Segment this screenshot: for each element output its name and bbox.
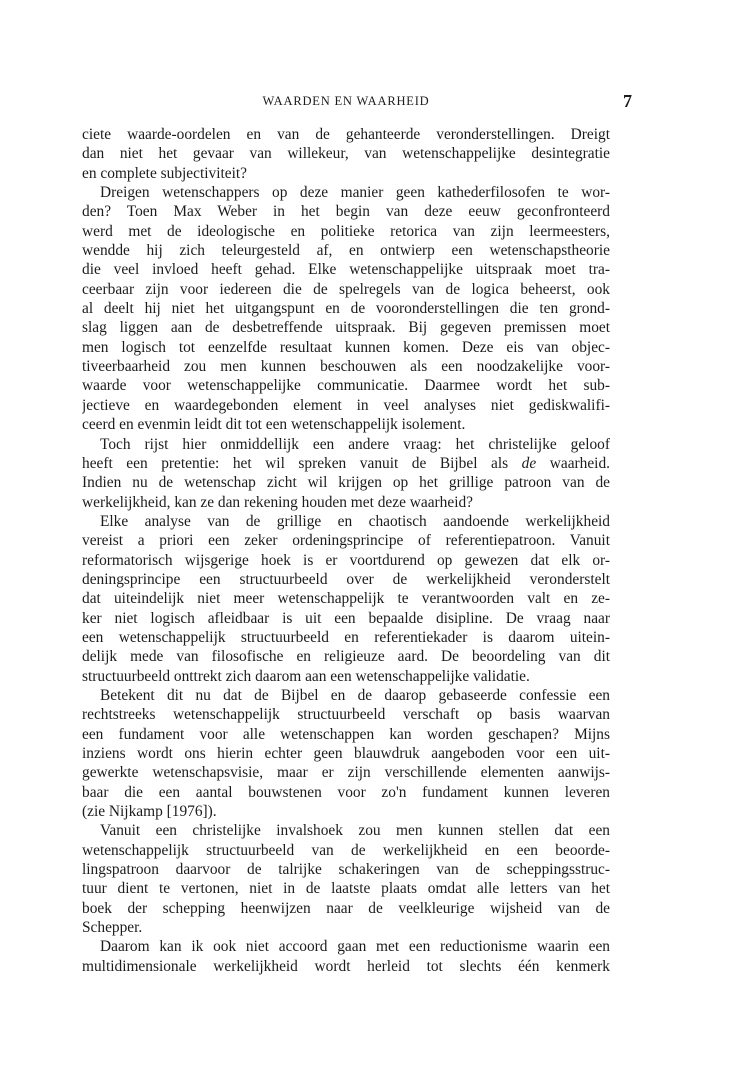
body-text bbox=[82, 125, 610, 976]
text-line: multidimensionale werkelijkheid wordt herleid tot slechts één kenmerk bbox=[82, 957, 610, 975]
text-line: ceerd en evenmin leidt dit tot een wetenschappelijk isolement. bbox=[82, 416, 466, 434]
text-line: een fundament voor alle wetenschappen kan worden geschapen? Mijns bbox=[82, 725, 610, 743]
text-line: tuur dient te vertonen, niet in de laatste plaats omdat alle letters van het bbox=[82, 880, 610, 898]
text-line: werkelijkheid, kan ze dan rekening houden met deze waarheid? bbox=[82, 493, 474, 511]
text-line: deningsprincipe een structuurbeeld over de werkelijkheid veronderstelt bbox=[82, 570, 610, 588]
text-line: gewerkte wetenschapsvisie, maar er zijn verschillende elementen aanwijs- bbox=[82, 764, 610, 782]
text-line: men logisch tot eenzelfde resultaat kunnen komen. Deze eis van objec- bbox=[82, 338, 610, 356]
text-line: ker niet logisch afleidbaar is uit een bepaalde disipline. De vraag naar bbox=[82, 609, 610, 627]
text-line: lingspatroon daarvoor de talrijke schakeringen van de scheppingsstruc- bbox=[82, 861, 610, 879]
text-line: ciete waarde-oordelen en van de gehanteerde veronderstellingen. Dreigt bbox=[82, 126, 610, 143]
text-line: Toch rijst hier onmiddellijk een andere vraag: het christelijke geloof bbox=[100, 435, 610, 453]
text-line: baar die een aantal bouwstenen voor zo'n fundament kunnen leveren bbox=[82, 783, 610, 801]
text-line: rechtstreeks wetenschappelijk structuurbeeld verschaft op basis waarvan bbox=[82, 706, 610, 724]
text-line: Schepper. bbox=[82, 919, 143, 937]
text-segment: heeft een pretentie: het wil spreken vanuit de Bijbel als bbox=[82, 454, 509, 472]
text-line: den? Toen Max Weber in het begin van deze eeuw geconfronteerd bbox=[82, 203, 610, 221]
text-line: slag liggen aan de desbetreffende uitspraak. Bij gegeven premissen moet bbox=[82, 319, 610, 337]
text-line: delijk mede van filosofische en religieuze aard. De beoordeling van dit bbox=[82, 648, 610, 666]
text-line: een wetenschappelijk structuurbeeld en referentiekader is daarom uitein- bbox=[82, 628, 610, 646]
text-segment: waarheid. bbox=[549, 454, 610, 472]
text-line: jectieve en waardegebonden element in veel analyses niet gediskwalifi- bbox=[82, 396, 610, 414]
text-line: boek der schepping heenwijzen naar de veelkleurige wijsheid van de bbox=[82, 899, 610, 917]
text-line: Elke analyse van de grillige en chaotisch aandoende werkelijkheid bbox=[100, 512, 610, 530]
running-title: WAARDEN EN WAARHEID bbox=[262, 94, 430, 108]
text-line: vereist a priori een zeker ordeningsprincipe of referentiepatroon. Vanuit bbox=[82, 532, 610, 550]
text-line: inziens wordt ons hierin echter geen blauwdruk aangeboden voor een uit- bbox=[82, 745, 610, 762]
emphasis-text: de bbox=[521, 454, 537, 472]
text-line: wendde hij zich teleurgesteld af, en ontwierp een wetenschapstheorie bbox=[82, 242, 610, 260]
text-line: dat uiteindelijk niet meer wetenschappelijk te verantwoorden valt en ze- bbox=[82, 590, 610, 608]
text-line: die veel invloed heeft gehad. Elke wetenschappelijke uitspraak moet tra- bbox=[82, 261, 610, 279]
text-line: Betekent dit nu dat de Bijbel en de daarop gebaseerde confessie een bbox=[100, 686, 610, 704]
text-line: en complete subjectiviteit? bbox=[82, 164, 247, 182]
text-line: Indien nu de wetenschap zicht wil krijgen op het grillige patroon van de bbox=[82, 474, 610, 492]
text-line: al deelt hij niet het uitgangspunt en de vooronderstellingen die ten grond- bbox=[82, 300, 610, 318]
text-line: (zie Nijkamp [1976]). bbox=[82, 803, 217, 821]
text-line: dan niet het gevaar van willekeur, van wetenschappelijke desintegratie bbox=[82, 145, 610, 163]
text-line: Dreigen wetenschappers op deze manier geen kathederfilosofen te wor- bbox=[100, 184, 610, 202]
page-number: 7 bbox=[623, 91, 632, 111]
text-line: structuurbeeld onttrekt zich daarom aan een wetenschappelijke validatie. bbox=[82, 667, 530, 685]
page-header bbox=[82, 91, 632, 114]
text-line: tiveerbaarheid zou men kunnen beschouwen als een noodzakelijke voor- bbox=[82, 358, 610, 376]
text-line bbox=[82, 454, 610, 473]
text-line: wetenschappelijk structuurbeeld van de werkelijkheid en een beoorde- bbox=[82, 841, 610, 859]
text-line: ceerbaar zijn voor iedereen die de spelregels van de logica beheerst, ook bbox=[82, 280, 610, 298]
text-line: Daarom kan ik ook niet accoord gaan met een reductionisme waarin een bbox=[100, 938, 610, 956]
text-line: werd met de ideologische en politieke retorica van zijn leermeesters, bbox=[82, 222, 610, 240]
text-line: Vanuit een christelijke invalshoek zou men kunnen stellen dat een bbox=[100, 822, 610, 840]
text-line: reformatorisch wijsgerige hoek is er voortdurend op gewezen dat elk or- bbox=[82, 551, 610, 569]
text-line: waarde voor wetenschappelijke communicatie. Daarmee wordt het sub- bbox=[82, 377, 610, 395]
